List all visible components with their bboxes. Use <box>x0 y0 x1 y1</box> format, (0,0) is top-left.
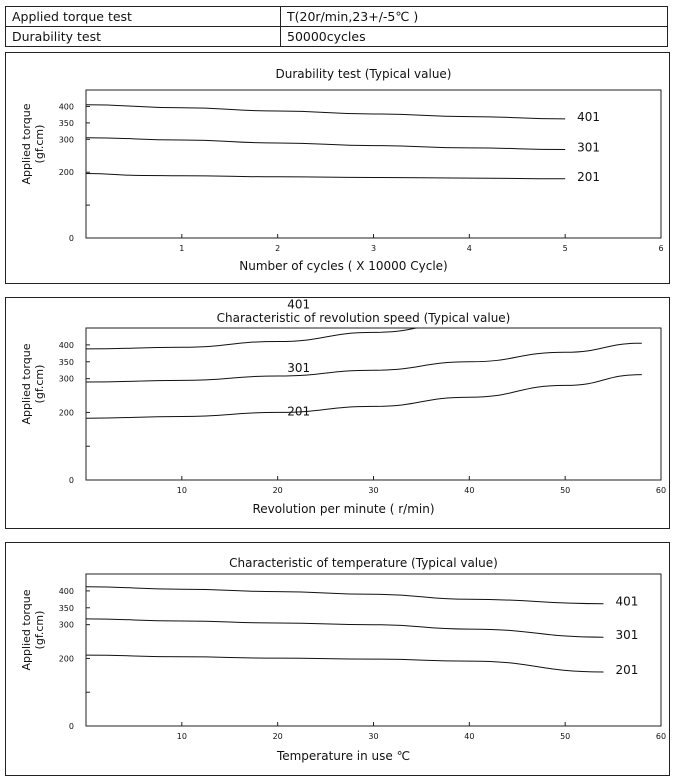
x-tick-label: 4 <box>466 244 472 253</box>
series-label-401: 401 <box>287 298 311 312</box>
series-line-201 <box>86 174 565 179</box>
y-tick-label: 200 <box>58 654 74 664</box>
durability-chart <box>6 53 669 283</box>
spec-value: T(20r/min,23+/-5℃ ) <box>281 7 668 27</box>
series-line-401 <box>86 321 469 349</box>
x-tick-label: 60 <box>655 732 667 741</box>
chart-title: Characteristic of revolution speed (Typical value) <box>216 311 511 325</box>
x-tick-label: 10 <box>176 486 187 495</box>
x-tick-label: 3 <box>370 244 377 253</box>
spec-row-torque <box>6 7 668 27</box>
series-label-401: 401 <box>615 594 639 609</box>
y-tick-label: 300 <box>58 374 74 384</box>
y-axis-unit: (gf.cm) <box>33 610 46 650</box>
series-label-201: 201 <box>615 662 639 677</box>
x-tick-label: 5 <box>562 244 568 253</box>
series-label-201: 201 <box>577 169 601 184</box>
temperature-chart <box>6 543 669 775</box>
x-tick-label: 20 <box>272 732 283 741</box>
series-label-201: 201 <box>287 404 311 419</box>
temperature-chart-panel <box>5 542 670 776</box>
x-tick-label: 6 <box>658 244 664 253</box>
y-tick-label: 300 <box>58 135 74 145</box>
series-line-301 <box>86 138 565 150</box>
spec-value: 50000cycles <box>281 27 668 47</box>
plot-area <box>86 90 661 238</box>
x-tick-label: 20 <box>272 486 283 495</box>
x-tick-label: 50 <box>560 732 571 741</box>
y-axis-unit: (gf.cm) <box>33 364 46 404</box>
x-tick-label: 40 <box>464 732 475 741</box>
y-tick-label: 350 <box>58 357 74 367</box>
x-tick-label: 60 <box>655 486 667 495</box>
y-tick-label: 0 <box>68 722 74 731</box>
x-tick-label: 30 <box>368 732 379 741</box>
x-tick-label: 30 <box>368 486 379 495</box>
x-axis-label: Revolution per minute ( r/min) <box>252 502 435 516</box>
series-line-401 <box>86 105 565 119</box>
series-line-401 <box>86 587 604 604</box>
x-tick-label: 10 <box>176 732 187 741</box>
series-label-301: 301 <box>577 140 601 155</box>
y-axis-label: Applied torque <box>20 103 33 185</box>
x-tick-label: 40 <box>464 486 475 495</box>
y-axis-label: Applied torque <box>20 343 33 425</box>
y-tick-label: 0 <box>68 476 74 485</box>
series-line-301 <box>86 343 642 382</box>
x-tick-label: 1 <box>179 244 185 253</box>
spec-row-durability <box>6 27 668 47</box>
x-axis-label: Temperature in use ℃ <box>276 749 411 763</box>
y-tick-label: 400 <box>58 340 74 350</box>
series-label-301: 301 <box>615 628 639 643</box>
spec-table <box>5 6 668 47</box>
spec-label: Durability test <box>6 27 281 47</box>
y-tick-label: 400 <box>58 102 74 112</box>
x-tick-label: 50 <box>560 486 571 495</box>
series-line-201 <box>86 375 642 419</box>
spec-label: Applied torque test <box>6 7 281 27</box>
series-label-401: 401 <box>577 109 601 124</box>
chart-title: Durability test (Typical value) <box>275 67 452 81</box>
y-tick-label: 200 <box>58 408 74 418</box>
y-axis-label: Applied torque <box>20 589 33 671</box>
y-tick-label: 0 <box>68 234 74 243</box>
series-line-301 <box>86 619 604 637</box>
y-tick-label: 350 <box>58 118 74 128</box>
y-tick-label: 400 <box>58 586 74 596</box>
plot-area <box>86 574 661 726</box>
revolution-speed-chart-panel <box>5 297 670 529</box>
y-tick-label: 300 <box>58 620 74 630</box>
y-tick-label: 350 <box>58 603 74 613</box>
chart-title: Characteristic of temperature (Typical value) <box>229 556 498 570</box>
x-axis-label: Number of cycles ( X 10000 Cycle) <box>239 259 448 273</box>
durability-chart-panel <box>5 52 670 284</box>
y-tick-label: 200 <box>58 168 74 178</box>
y-axis-unit: (gf.cm) <box>33 124 46 164</box>
revolution-speed-chart <box>6 298 669 528</box>
series-label-301: 301 <box>287 360 311 375</box>
series-line-201 <box>86 655 604 672</box>
x-tick-label: 2 <box>275 244 281 253</box>
plot-area <box>86 328 661 480</box>
